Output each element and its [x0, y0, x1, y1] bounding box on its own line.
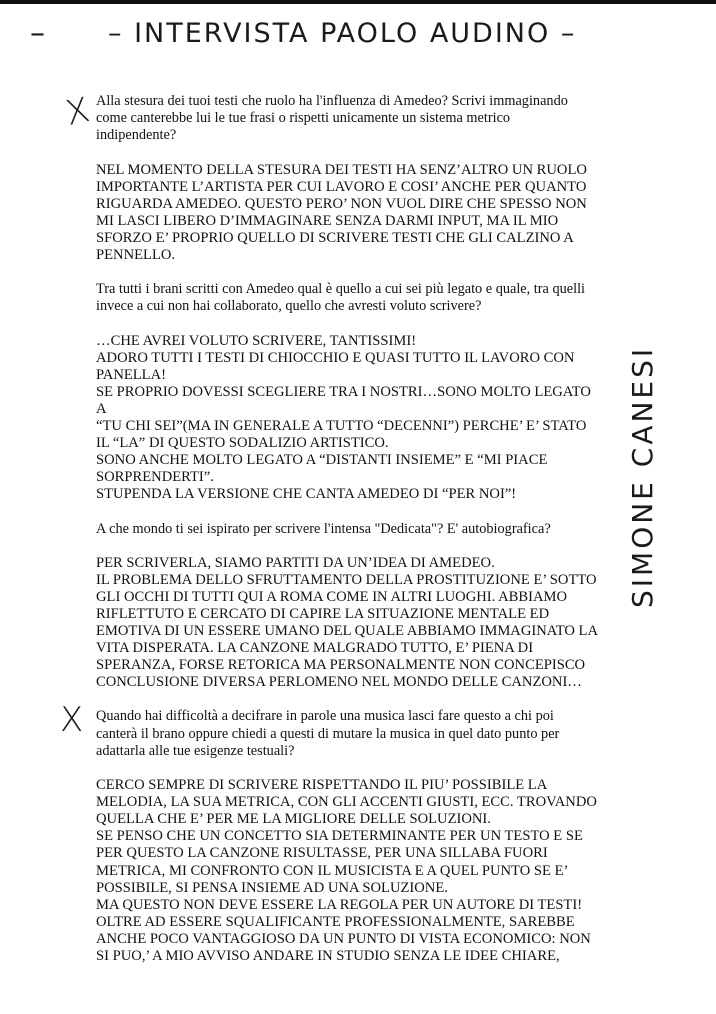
- answer-line: MELODIA, LA SUA METRICA, CON GLI ACCENTI GIUSTI, ECC. TROVANDO: [96, 794, 597, 811]
- answer-line: IL “LA” DI QUESTO SODALIZIO ARTISTICO.: [96, 435, 389, 452]
- answer-line: “TU CHI SEI”(MA IN GENERALE A TUTTO “DECENNI”) PERCHE’ E’ STATO: [96, 418, 587, 435]
- answer-line: PER QUESTO LA CANZONE RISULTASSE, PER UNA SILLABA FUORI: [96, 845, 548, 862]
- answer-4: [96, 777, 616, 965]
- answer-line: IL PROBLEMA DELLO SFRUTTAMENTO DELLA PROSTITUZIONE E’ SOTTO: [96, 571, 597, 588]
- answer-line: A: [96, 400, 107, 417]
- answer-line: IMPORTANTE L’ARTISTA PER CUI LAVORO E COSI’ ANCHE PER QUANTO: [96, 178, 587, 195]
- handwritten-dash: –: [30, 16, 45, 51]
- handwritten-x-mark-first: X: [62, 90, 94, 134]
- answer-line: PANELLA!: [96, 366, 166, 383]
- answer-line: SFORZO E’ PROPRIO QUELLO DI SCRIVERE TESTI CHE GLI CALZINO A: [96, 229, 574, 246]
- answer-line: SE PROPRIO DOVESSI SCEGLIERE TRA I NOSTRI…SONO MOLTO LEGATO: [96, 383, 591, 400]
- answer-line: NEL MOMENTO DELLA STESURA DEI TESTI HA SENZ’ALTRO UN RUOLO: [96, 161, 587, 178]
- question-4: [96, 708, 616, 760]
- answer-line: CERCO SEMPRE DI SCRIVERE RISPETTANDO IL PIU’ POSSIBILE LA: [96, 777, 548, 794]
- answer-line: RIFLETTUTO E CERCATO DI CAPIRE LA SITUAZIONE MENTALE ED: [96, 606, 550, 622]
- answer-line: EMOTIVA DI UN ESSERE UMANO DEL QUALE ABBIAMO IMMAGINATO LA: [96, 623, 598, 640]
- question-line: Alla stesura dei tuoi testi che ruolo ha l'influenza di Amedeo? Scrivi immaginando: [96, 93, 568, 109]
- answer-line: PENNELLO.: [96, 247, 176, 264]
- handwritten-side-note: SIMONE CANESI: [626, 345, 659, 608]
- answer-line: SE PENSO CHE UN CONCETTO SIA DETERMINANTE PER UN TESTO E SE: [96, 828, 583, 845]
- answer-line: VITA DISPERATA. LA CANZONE MALGRADO TUTTO, E’ PIENA DI: [96, 640, 534, 657]
- answer-line: OLTRE AD ESSERE SQUALIFICANTE PROFESSIONALMENTE, SAREBBE: [96, 913, 575, 930]
- question-line: A che mondo ti sei ispirato per scrivere l'intensa "Dedicata"? E' autobiografica?: [96, 520, 551, 537]
- answer-line: GLI OCCHI DI TUTTI QUI A ROMA COME IN ALTRI LUOGHI. ABBIAMO: [96, 588, 568, 605]
- scan-top-border: [0, 0, 716, 4]
- handwritten-title: – INTERVISTA PAOLO AUDINO –: [108, 18, 577, 49]
- answer-line: MI LASCI LIBERO D’IMMAGINARE SENZA DARMI INPUT, MA IL MIO: [96, 212, 559, 229]
- question-2: [96, 281, 616, 315]
- answer-line: POSSIBILE, SI PENSA INSIEME AD UNA SOLUZIONE.: [96, 879, 448, 896]
- answer-line: STUPENDA LA VERSIONE CHE CANTA AMEDEO DI “PER NOI”!: [96, 486, 517, 503]
- answer-line: SI PUO,’ A MIO AVVISO ANDARE IN STUDIO SENZA LE IDEE CHIARE,: [96, 948, 560, 965]
- answer-line: RIGUARDA AMEDEO. QUESTO PERO’ NON VUOL DIRE CHE SPESSO NON: [96, 195, 587, 212]
- answer-1: [96, 162, 616, 265]
- answer-line: QUELLA CHE E’ PER ME LA MIGLIORE DELLE SOLUZIONI.: [96, 811, 491, 828]
- answer-line: ADORO TUTTI I TESTI DI CHIOCCHIO E QUASI TUTTO IL LAVORO CON: [96, 349, 575, 366]
- question-line: indipendente?: [96, 127, 177, 144]
- question-line: Tra tutti i brani scritti con Amedeo qual è quello a cui sei più legato e quale, tra quelli: [96, 281, 586, 298]
- handwritten-x-mark-second: X: [60, 700, 84, 740]
- question-line: adattarla alle tue esigenze testuali?: [96, 742, 295, 759]
- answer-line: METRICA, MI CONFRONTO CON IL MUSICISTA E A QUEL PUNTO SE E’: [96, 862, 569, 879]
- interview-body: [96, 93, 616, 965]
- answer-line: PER SCRIVERLA, SIAMO PARTITI DA UN’IDEA DI AMEDEO.: [96, 554, 495, 571]
- answer-line: CONCLUSIONE DIVERSA PERLOMENO NEL MONDO DELLE CANZONI…: [96, 674, 582, 691]
- answer-line: ANCHE POCO VANTAGGIOSO DA UN PUNTO DI VISTA ECONOMICO: NON: [96, 930, 591, 947]
- answer-line: …CHE AVREI VOLUTO SCRIVERE, TANTISSIMI!: [96, 332, 417, 349]
- question-line: canterà il brano oppure chiedi a questi di mutare la musica in quel dato punto per: [96, 725, 560, 742]
- question-line: Quando hai difficoltà a decifrare in parole una musica lasci fare questo a chi poi: [96, 708, 554, 725]
- answer-3: [96, 555, 616, 692]
- question-1: [96, 93, 616, 145]
- answer-line: SORPRENDERTI”.: [96, 469, 214, 486]
- answer-line: MA QUESTO NON DEVE ESSERE LA REGOLA PER UN AUTORE DI TESTI!: [96, 896, 583, 913]
- answer-line: SPERANZA, FORSE RETORICA MA PERSONALMENTE NON CONCEPISCO: [96, 657, 586, 674]
- question-line: come canterebbe lui le tue frasi o rispetti unicamente un sistema metrico: [96, 110, 511, 127]
- question-line: invece a cui non hai collaborato, quello che avresti voluto scrivere?: [96, 298, 482, 315]
- answer-2: [96, 333, 616, 504]
- answer-line: SONO ANCHE MOLTO LEGATO A “DISTANTI INSIEME” E “MI PIACE: [96, 452, 548, 469]
- question-3: [96, 521, 616, 538]
